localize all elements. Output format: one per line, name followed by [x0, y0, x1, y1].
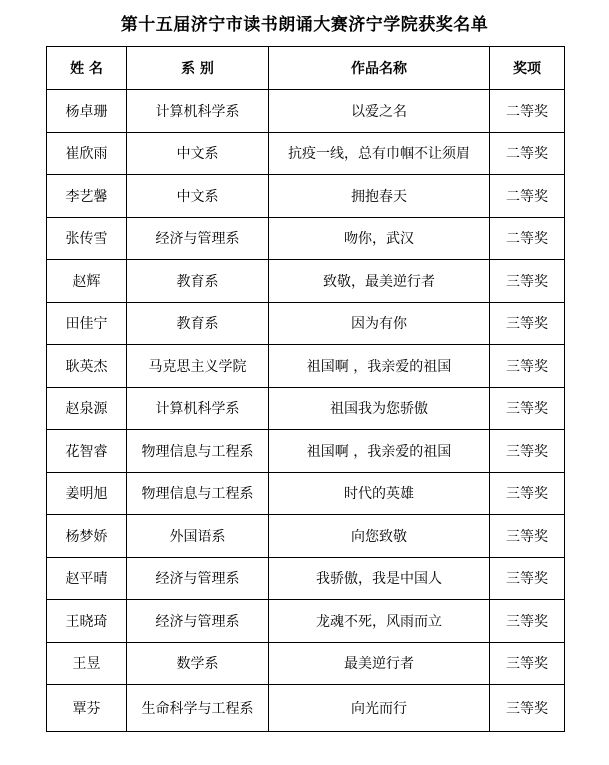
table-row — [47, 345, 565, 388]
cell-name: 杨卓珊 — [47, 90, 127, 133]
cell-name: 姜明旭 — [47, 472, 127, 515]
header-award: 奖项 — [490, 47, 565, 90]
cell-work-title: 以爱之名 — [269, 90, 490, 133]
cell-work-title: 我骄傲，我是中国人 — [269, 557, 490, 600]
cell-award: 二等奖 — [490, 132, 565, 175]
page-title: 第十五届济宁市读书朗诵大赛济宁学院获奖名单 — [120, 15, 489, 35]
cell-department: 中文系 — [127, 175, 269, 218]
cell-work-title: 吻你，武汉 — [269, 217, 490, 260]
cell-award: 三等奖 — [490, 260, 565, 303]
table-row — [47, 515, 565, 558]
header-name: 姓 名 — [47, 47, 127, 90]
cell-name: 崔欣雨 — [47, 132, 127, 175]
cell-name: 赵辉 — [47, 260, 127, 303]
cell-work-title: 时代的英雄 — [269, 472, 490, 515]
cell-work-title: 向光而行 — [269, 685, 490, 732]
table-row — [47, 557, 565, 600]
table-row — [47, 90, 565, 133]
cell-department: 数学系 — [127, 642, 269, 685]
header-work-title: 作品名称 — [269, 47, 490, 90]
cell-name: 李艺馨 — [47, 175, 127, 218]
cell-department: 经济与管理系 — [127, 217, 269, 260]
cell-award: 三等奖 — [490, 387, 565, 430]
cell-work-title: 拥抱春天 — [269, 175, 490, 218]
table-row — [47, 387, 565, 430]
table-row — [47, 472, 565, 515]
cell-work-title: 最美逆行者 — [269, 642, 490, 685]
cell-name: 田佳宁 — [47, 302, 127, 345]
table-row — [47, 302, 565, 345]
cell-award: 二等奖 — [490, 175, 565, 218]
cell-work-title: 因为有你 — [269, 302, 490, 345]
cell-department: 教育系 — [127, 302, 269, 345]
cell-work-title: 抗疫一线，总有巾帼不让须眉 — [269, 132, 490, 175]
table-row — [47, 260, 565, 303]
cell-name: 王晓琦 — [47, 600, 127, 643]
cell-award: 三等奖 — [490, 642, 565, 685]
table-row — [47, 175, 565, 218]
cell-name: 耿英杰 — [47, 345, 127, 388]
cell-department: 马克思主义学院 — [127, 345, 269, 388]
cell-department: 教育系 — [127, 260, 269, 303]
cell-award: 三等奖 — [490, 472, 565, 515]
cell-department: 外国语系 — [127, 515, 269, 558]
table-row — [47, 217, 565, 260]
cell-name: 杨梦娇 — [47, 515, 127, 558]
cell-work-title: 龙魂不死，风雨而立 — [269, 600, 490, 643]
cell-work-title: 祖国我为您骄傲 — [269, 387, 490, 430]
cell-award: 三等奖 — [490, 515, 565, 558]
cell-work-title: 祖国啊 ，我亲爱的祖国 — [269, 345, 490, 388]
cell-work-title: 祖国啊 ，我亲爱的祖国 — [269, 430, 490, 473]
cell-award: 二等奖 — [490, 90, 565, 133]
cell-award: 三等奖 — [490, 557, 565, 600]
header-row — [47, 47, 565, 90]
cell-award: 三等奖 — [490, 600, 565, 643]
cell-name: 覃芬 — [47, 685, 127, 732]
cell-department: 中文系 — [127, 132, 269, 175]
cell-award: 三等奖 — [490, 430, 565, 473]
cell-department: 物理信息与工程系 — [127, 472, 269, 515]
cell-work-title: 致敬，最美逆行者 — [269, 260, 490, 303]
cell-department: 经济与管理系 — [127, 600, 269, 643]
cell-name: 花智睿 — [47, 430, 127, 473]
cell-department: 计算机科学系 — [127, 387, 269, 430]
cell-name: 赵平晴 — [47, 557, 127, 600]
cell-award: 二等奖 — [490, 217, 565, 260]
cell-award: 三等奖 — [490, 302, 565, 345]
cell-name: 王昱 — [47, 642, 127, 685]
cell-award: 三等奖 — [490, 345, 565, 388]
cell-department: 计算机科学系 — [127, 90, 269, 133]
cell-award: 三等奖 — [490, 685, 565, 732]
table-row — [47, 600, 565, 643]
table-row — [47, 430, 565, 473]
table-row — [47, 132, 565, 175]
header-department: 系 别 — [127, 47, 269, 90]
cell-work-title: 向您致敬 — [269, 515, 490, 558]
cell-department: 经济与管理系 — [127, 557, 269, 600]
table-row — [47, 642, 565, 685]
cell-name: 赵泉源 — [47, 387, 127, 430]
cell-name: 张传雪 — [47, 217, 127, 260]
table-row — [47, 685, 565, 732]
award-list-table — [46, 46, 565, 732]
cell-department: 生命科学与工程系 — [127, 685, 269, 732]
cell-department: 物理信息与工程系 — [127, 430, 269, 473]
